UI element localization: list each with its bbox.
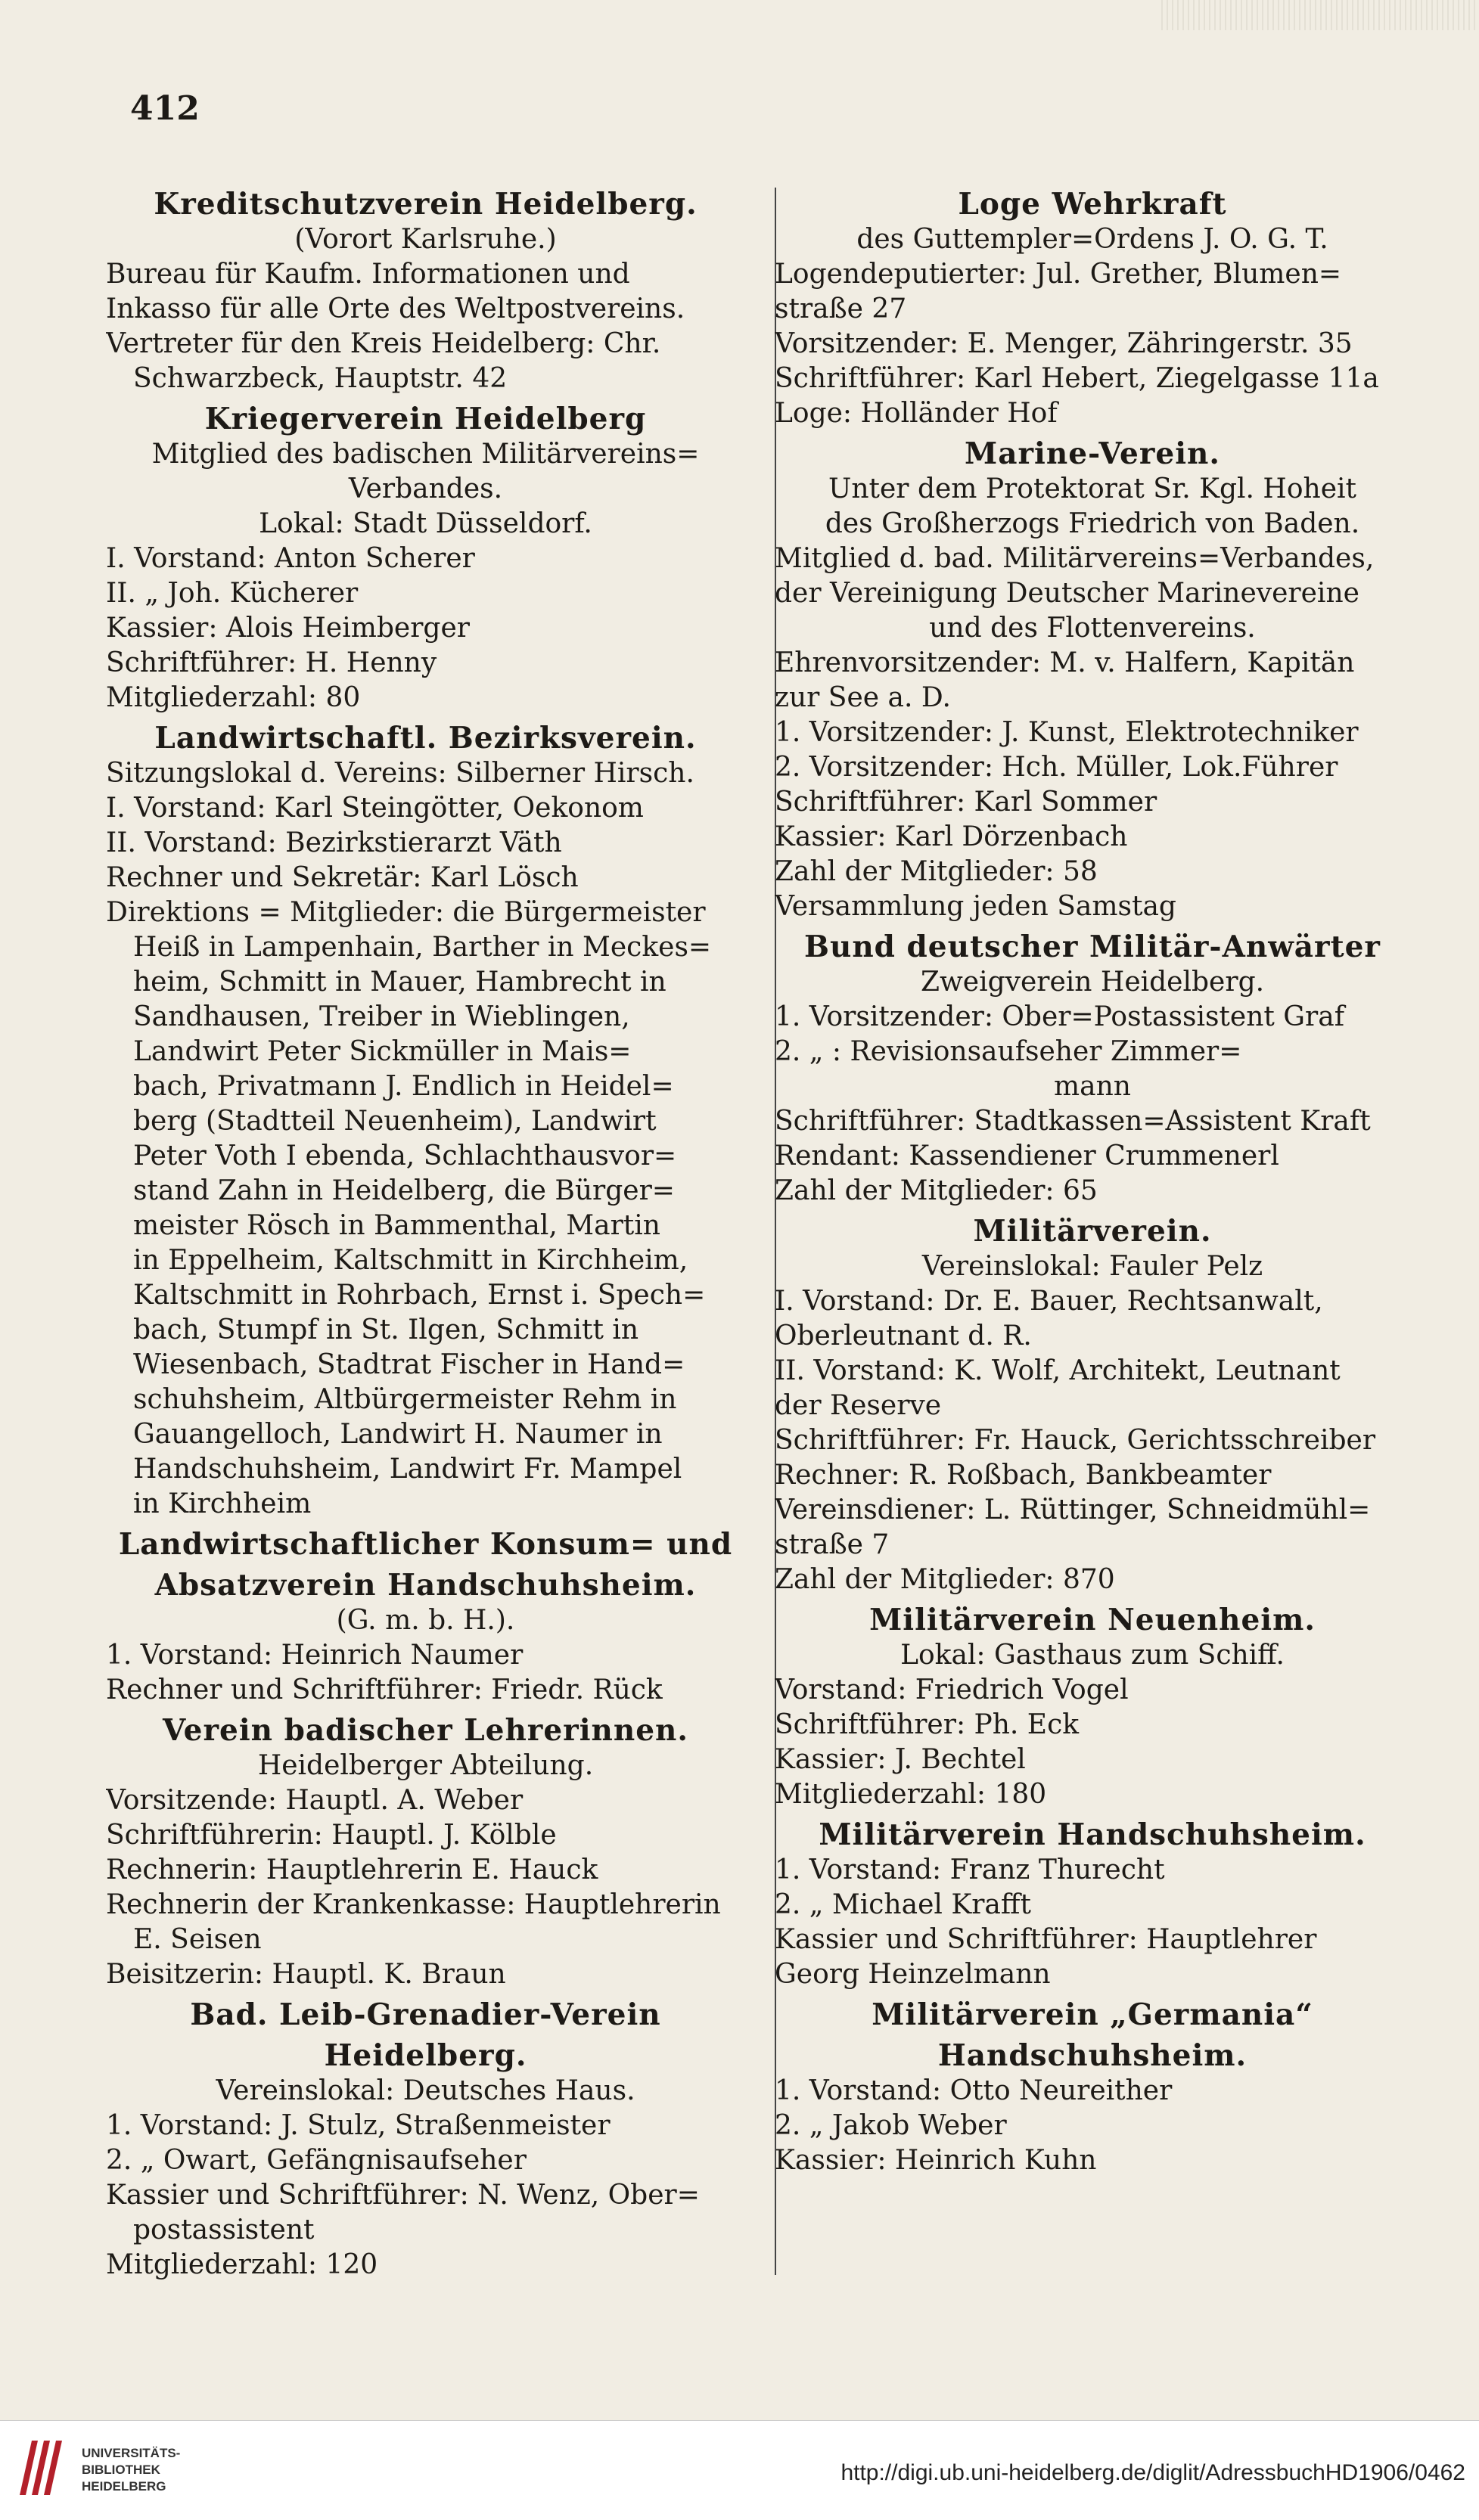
entry-line: Kassier: J. Bechtel bbox=[775, 1744, 1026, 1775]
section-heading: Marine-Verein. bbox=[965, 436, 1220, 471]
entry-line: Schriftführer: Stadtkassen=Assistent Kraft bbox=[775, 1106, 1371, 1137]
entry-line: 2. „ : Revisionsaufseher Zimmer= bbox=[775, 1036, 1242, 1067]
entry-line: Vereinsdiener: L. Rüttinger, Schneidmühl= bbox=[775, 1494, 1371, 1525]
scan-edge-noise bbox=[1161, 0, 1479, 30]
entry-line: 2. Vorsitzender: Hch. Müller, Lok.Führer bbox=[775, 752, 1338, 783]
entry-line: berg (Stadtteil Neuenheim), Landwirt bbox=[133, 1106, 657, 1137]
entry-line: Rechner und Schriftführer: Friedr. Rück bbox=[106, 1674, 663, 1705]
entry-line: meister Rösch in Bammenthal, Martin bbox=[133, 1210, 660, 1241]
entry-line: bach, Privatmann J. Endlich in Heidel= bbox=[133, 1071, 674, 1102]
entry-line: Vorsitzender: E. Menger, Zähringerstr. 35 bbox=[775, 328, 1353, 359]
entry-line: I. Vorstand: Anton Scherer bbox=[106, 543, 475, 574]
page-number: 412 bbox=[130, 89, 200, 128]
section-heading: Kriegerverein Heidelberg bbox=[204, 402, 647, 436]
section-heading: Handschuhsheim. bbox=[937, 2038, 1248, 2073]
section-heading: Heidelberg. bbox=[324, 2038, 527, 2073]
entry-line: Beisitzerin: Hauptl. K. Braun bbox=[106, 1959, 506, 1990]
entry-line: Loge: Holländer Hof bbox=[775, 398, 1058, 429]
entry-line: Sitzungslokal d. Vereins: Silberner Hirsch. bbox=[106, 758, 694, 789]
entry-line: Rechner: R. Roßbach, Bankbeamter bbox=[775, 1460, 1272, 1491]
entry-line: Vorstand: Friedrich Vogel bbox=[775, 1674, 1129, 1705]
entry-line: 2. „ Jakob Weber bbox=[775, 2110, 1007, 2141]
entry-line: Vereinslokal: Deutsches Haus. bbox=[216, 2075, 635, 2106]
entry-line: der Vereinigung Deutscher Marinevereine bbox=[775, 578, 1359, 609]
entry-line: Schriftführer: H. Henny bbox=[106, 647, 437, 678]
entry-line: Mitglied d. bad. Militärvereins=Verbandes, bbox=[775, 543, 1375, 574]
entry-line: heim, Schmitt in Mauer, Hambrecht in bbox=[133, 967, 666, 998]
entry-line: II. Vorstand: K. Wolf, Architekt, Leutnant bbox=[775, 1355, 1341, 1386]
entry-line: Schwarzbeck, Hauptstr. 42 bbox=[133, 363, 508, 394]
entry-line: Peter Voth I ebenda, Schlachthausvor= bbox=[133, 1141, 677, 1172]
entry-line: Landwirt Peter Sickmüller in Mais= bbox=[133, 1036, 632, 1067]
library-name bbox=[82, 2445, 180, 2495]
entry-line: in Eppelheim, Kaltschmitt in Kirchheim, bbox=[133, 1245, 688, 1276]
section-heading: Landwirtschaftl. Bezirksverein. bbox=[154, 721, 697, 756]
section-heading: Militärverein. bbox=[973, 1214, 1212, 1249]
entry-line: Schriftführer: Karl Hebert, Ziegelgasse 11a bbox=[775, 363, 1379, 394]
section-heading: Bad. Leib-Grenadier-Verein bbox=[190, 1997, 661, 2032]
entry-line: Direktions = Mitglieder: die Bürgermeister bbox=[106, 897, 706, 928]
entry-line: schuhsheim, Altbürgermeister Rehm in bbox=[133, 1384, 677, 1415]
entry-line: II. Vorstand: Bezirkstierarzt Väth bbox=[106, 827, 562, 858]
entry-line: Rechnerin der Krankenkasse: Hauptlehrerin bbox=[106, 1889, 721, 1920]
section-heading: Absatzverein Handschuhsheim. bbox=[154, 1568, 697, 1603]
entry-line: Inkasso für alle Orte des Weltpostvereins. bbox=[106, 293, 685, 324]
entry-line: Rendant: Kassendiener Crummenerl bbox=[775, 1141, 1279, 1172]
entry-line: Ehrenvorsitzender: M. v. Halfern, Kapitän bbox=[775, 647, 1355, 678]
entry-line: 1. Vorstand: J. Stulz, Straßenmeister bbox=[106, 2110, 611, 2141]
entry-line: 1. Vorstand: Franz Thurecht bbox=[775, 1854, 1165, 1885]
entry-line: Zahl der Mitglieder: 58 bbox=[775, 856, 1098, 887]
library-name-line-1: UNIVERSITÄTS- bbox=[82, 2446, 181, 2460]
entry-line: Kaltschmitt in Rohrbach, Ernst i. Spech= bbox=[133, 1280, 706, 1311]
entry-line: Mitgliederzahl: 120 bbox=[106, 2249, 378, 2280]
entry-line: Logendeputierter: Jul. Grether, Blumen= bbox=[775, 259, 1342, 290]
entry-line: postassistent bbox=[133, 2214, 315, 2245]
entry-line: Lokal: Gasthaus zum Schiff. bbox=[900, 1640, 1285, 1671]
entry-line: Vorsitzende: Hauptl. A. Weber bbox=[106, 1785, 524, 1816]
entry-line: Georg Heinzelmann bbox=[775, 1959, 1051, 1990]
entry-line: Unter dem Protektorat Sr. Kgl. Hoheit bbox=[828, 473, 1356, 504]
entry-line: I. Vorstand: Karl Steingötter, Oekonom bbox=[106, 793, 644, 824]
section-heading: Kreditschutzverein Heidelberg. bbox=[154, 187, 698, 222]
library-name-line-3: HEIDELBERG bbox=[82, 2479, 166, 2494]
entry-line: Schriftführerin: Hauptl. J. Kölble bbox=[106, 1820, 557, 1851]
entry-line: Oberleutnant d. R. bbox=[775, 1321, 1032, 1352]
entry-line: in Kirchheim bbox=[133, 1488, 312, 1519]
entry-line: bach, Stumpf in St. Ilgen, Schmitt in bbox=[133, 1314, 639, 1345]
entry-line: (G. m. b. H.). bbox=[336, 1605, 515, 1636]
entry-line: Bureau für Kaufm. Informationen und bbox=[106, 259, 630, 290]
entry-line: Versammlung jeden Samstag bbox=[775, 891, 1176, 922]
entry-line: des Guttempler=Ordens J. O. G. T. bbox=[856, 224, 1328, 255]
entry-line: zur See a. D. bbox=[775, 682, 951, 713]
entry-line: Vertreter für den Kreis Heidelberg: Chr. bbox=[106, 328, 661, 359]
entry-line: Kassier und Schriftführer: N. Wenz, Ober= bbox=[106, 2180, 700, 2211]
entry-line: Mitglied des badischen Militärvereins= bbox=[151, 439, 700, 470]
entry-line: stand Zahn in Heidelberg, die Bürger= bbox=[133, 1175, 675, 1206]
entry-line: Schriftführer: Karl Sommer bbox=[775, 787, 1157, 818]
entry-line: Heidelberger Abteilung. bbox=[257, 1750, 594, 1781]
entry-line: 1. Vorsitzender: Ober=Postassistent Graf bbox=[775, 1001, 1345, 1032]
entry-line: Schriftführer: Fr. Hauck, Gerichtsschreiber bbox=[775, 1425, 1376, 1456]
section-heading: Bund deutscher Militär-Anwärter bbox=[804, 929, 1381, 964]
right-column bbox=[775, 182, 1410, 2178]
entry-line: Vereinslokal: Fauler Pelz bbox=[921, 1251, 1263, 1282]
entry-line: 2. „ Owart, Gefängnisaufseher bbox=[106, 2145, 527, 2176]
entry-line: straße 7 bbox=[775, 1529, 890, 1560]
entry-line: (Vorort Karlsruhe.) bbox=[294, 224, 557, 255]
entry-line: und des Flottenvereins. bbox=[929, 613, 1256, 644]
entry-line: der Reserve bbox=[775, 1390, 942, 1421]
entry-line: Handschuhsheim, Landwirt Fr. Mampel bbox=[133, 1454, 682, 1485]
entry-line: 1. Vorsitzender: J. Kunst, Elektrotechniker bbox=[775, 717, 1359, 748]
entry-line: Mitgliederzahl: 180 bbox=[775, 1779, 1047, 1810]
entry-line: II. „ Joh. Kücherer bbox=[106, 578, 359, 609]
entry-line: 1. Vorstand: Otto Neureither bbox=[775, 2075, 1173, 2106]
entry-line: mann bbox=[1054, 1071, 1131, 1102]
library-logo-icon bbox=[15, 2435, 70, 2500]
section-heading: Landwirtschaftlicher Konsum= und bbox=[118, 1527, 733, 1562]
section-heading: Militärverein Handschuhsheim. bbox=[819, 1817, 1366, 1852]
entry-line: Schriftführer: Ph. Eck bbox=[775, 1709, 1080, 1740]
entry-line: 1. Vorstand: Heinrich Naumer bbox=[106, 1640, 524, 1671]
entry-line: Kassier: Alois Heimberger bbox=[106, 613, 470, 644]
entry-line: Wiesenbach, Stadtrat Fischer in Hand= bbox=[133, 1349, 685, 1380]
entry-line: Lokal: Stadt Düsseldorf. bbox=[259, 508, 592, 539]
footer-bar bbox=[0, 2420, 1479, 2520]
entry-line: Sandhausen, Treiber in Wieblingen, bbox=[133, 1001, 630, 1032]
entry-line: Zahl der Mitglieder: 65 bbox=[775, 1175, 1098, 1206]
entry-line: I. Vorstand: Dr. E. Bauer, Rechtsanwalt, bbox=[775, 1286, 1323, 1317]
entry-line: E. Seisen bbox=[133, 1924, 262, 1955]
section-heading: Militärverein Neuenheim. bbox=[869, 1603, 1316, 1637]
entry-line: Kassier: Heinrich Kuhn bbox=[775, 2145, 1097, 2176]
entry-line: Verbandes. bbox=[348, 473, 503, 504]
entry-line: des Großherzogs Friedrich von Baden. bbox=[825, 508, 1360, 539]
entry-line: Gauangelloch, Landwirt H. Naumer in bbox=[133, 1419, 663, 1450]
entry-line: Zahl der Mitglieder: 870 bbox=[775, 1564, 1115, 1595]
entry-line: Rechner und Sekretär: Karl Lösch bbox=[106, 862, 579, 893]
section-heading: Militärverein „Germania“ bbox=[872, 1997, 1313, 2032]
library-name-line-2: BIBLIOTHEK bbox=[82, 2463, 160, 2477]
section-heading: Loge Wehrkraft bbox=[958, 187, 1227, 222]
entry-line: 2. „ Michael Krafft bbox=[775, 1889, 1031, 1920]
section-heading: Verein badischer Lehrerinnen. bbox=[163, 1713, 688, 1748]
entry-line: Mitgliederzahl: 80 bbox=[106, 682, 361, 713]
entry-line: Kassier: Karl Dörzenbach bbox=[775, 821, 1128, 852]
entry-line: Kassier und Schriftführer: Hauptlehrer bbox=[775, 1924, 1317, 1955]
source-url[interactable]: http://digi.ub.uni-heidelberg.de/diglit/AdressbuchHD1906/0462 bbox=[840, 2460, 1465, 2485]
entry-line: Rechnerin: Hauptlehrerin E. Hauck bbox=[106, 1854, 598, 1885]
entry-line: Heiß in Lampenhain, Barther in Meckes= bbox=[133, 932, 712, 963]
entry-line: straße 27 bbox=[775, 293, 907, 324]
left-column bbox=[106, 182, 745, 2283]
entry-line: Zweigverein Heidelberg. bbox=[920, 967, 1265, 998]
